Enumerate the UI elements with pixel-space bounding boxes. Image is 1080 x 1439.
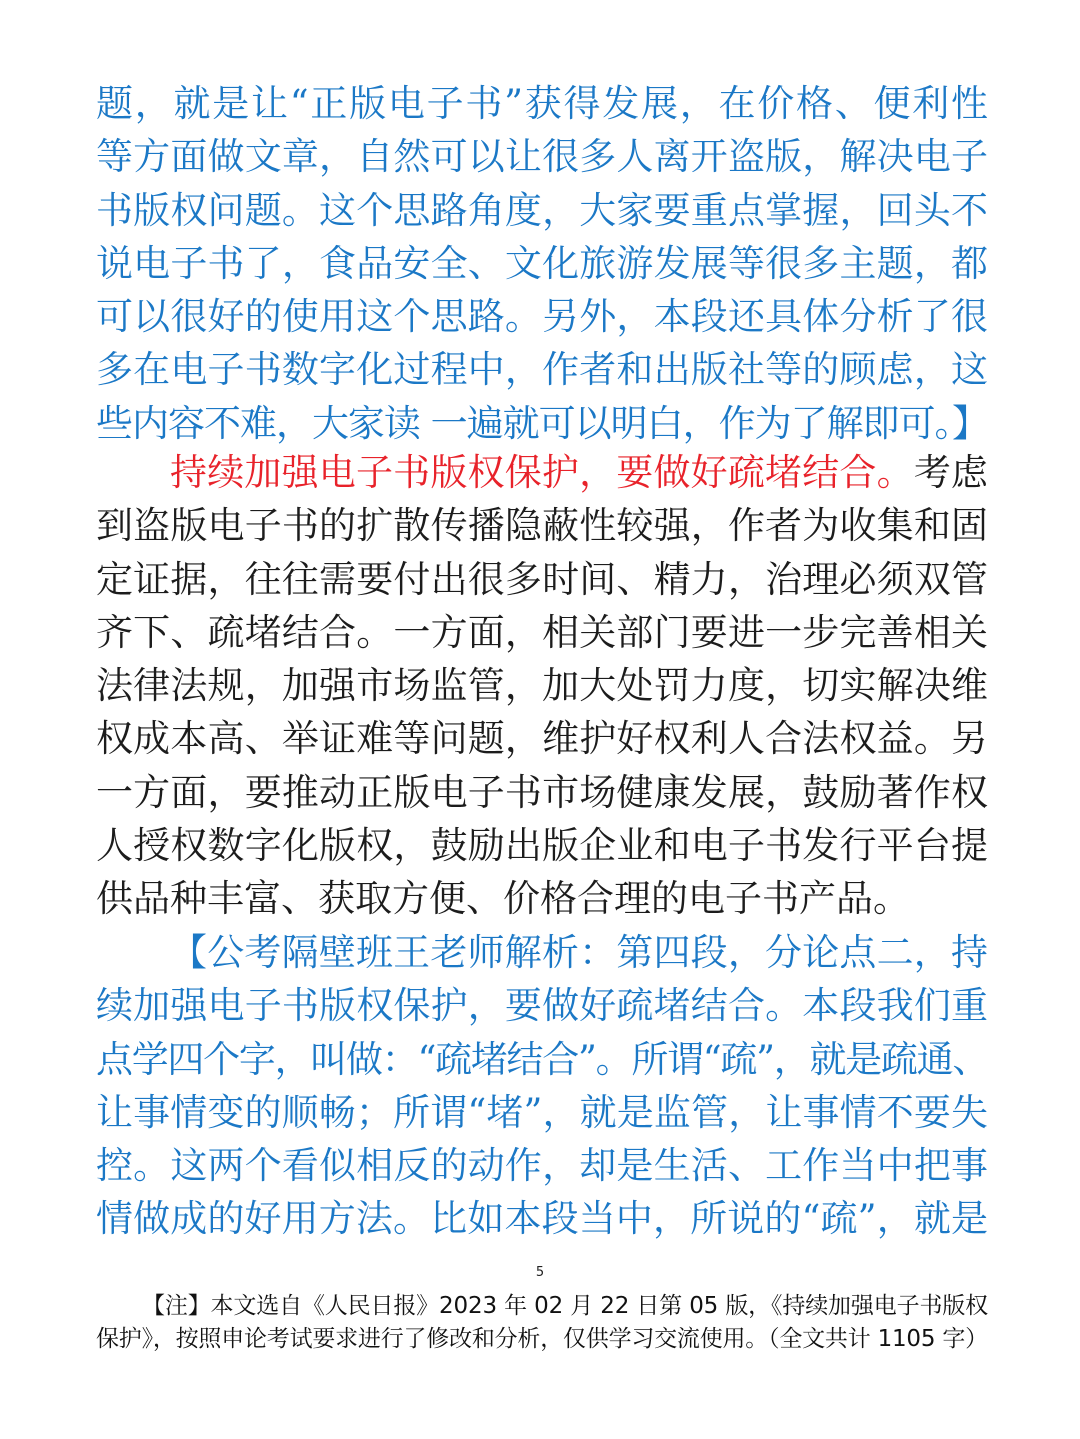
- text-line: 多在电子书数字化过程中，作者和出版社等的顾虑，这: [96, 348, 988, 392]
- text-line: 可以很好的使用这个思路。另外，本段还具体分析了很: [96, 295, 988, 339]
- footnote: [96, 1290, 988, 1356]
- text-line: 说电子书了，食品安全、文化旅游发展等很多主题，都: [96, 241, 988, 285]
- heading-tail: 考虑: [913, 451, 989, 494]
- text-line: 权成本高、举证难等问题，维护好权利人合法权益。另: [96, 717, 988, 761]
- text-line: 齐下、疏堵结合。一方面，相关部门要进一步完善相关: [96, 610, 988, 654]
- text-line: 控。这两个看似相反的动作，却是生活、工作当中把事: [96, 1144, 988, 1188]
- text-line: 供品种丰富、获取方便、价格合理的电子书产品。: [96, 877, 910, 921]
- text-line: 法律法规，加强市场监管，加大处罚力度，切实解决维: [96, 664, 988, 708]
- body-paragraph: [96, 446, 988, 926]
- text-line: 定证据，往往需要付出很多时间、精力，治理必须双管: [96, 557, 988, 601]
- section-heading: 持续加强电子书版权保护，要做好疏堵结合。: [170, 451, 914, 494]
- text-line: 续加强电子书版权保护，要做好疏堵结合。本段我们重: [96, 984, 988, 1028]
- text-line: 等方面做文章，自然可以让很多人离开盗版，解决电子: [96, 135, 988, 179]
- analysis-paragraph: [96, 926, 988, 1246]
- text-line: 些内容不难，大家读 一遍就可以明白，作为了解即可。】: [96, 401, 988, 445]
- text-line: 人授权数字化版权，鼓励出版企业和电子书发行平台提: [96, 824, 988, 868]
- footnote-line: 保护》，按照申论考试要求进行了修改和分析，仅供学习交流使用。（全文共计 1105 字）: [96, 1326, 988, 1352]
- text-line: 到盗版电子书的扩散传播隐蔽性较强，作者为收集和固: [96, 504, 988, 548]
- text-line: 一方面，要推动正版电子书市场健康发展，鼓励著作权: [96, 770, 988, 814]
- text-line-first: 【公考隔壁班王老师解析：第四段，分论点二，持: [170, 931, 988, 974]
- text-line: 书版权问题。这个思路角度，大家要重点掌握，回头不: [96, 188, 988, 232]
- text-line: 情做成的好用方法。比如本段当中，所说的“疏”，就是: [96, 1197, 988, 1241]
- text-line: 点学四个字，叫做：“疏堵结合”。所谓“疏”，就是疏通、: [96, 1037, 988, 1081]
- text-line: 让事情变的顺畅；所谓“堵”，就是监管，让事情不要失: [96, 1090, 988, 1134]
- analysis-paragraph-continued: [96, 77, 988, 450]
- text-line-first: [96, 446, 988, 499]
- text-line: 题，就是让“正版电子书”获得发展，在价格、便利性: [96, 82, 988, 125]
- footnote-line: 【注】本文选自《人民日报》2023 年 02 月 22 日第 05 版，《持续加强电子书版权: [142, 1293, 988, 1319]
- page-number: 5: [535, 1265, 545, 1280]
